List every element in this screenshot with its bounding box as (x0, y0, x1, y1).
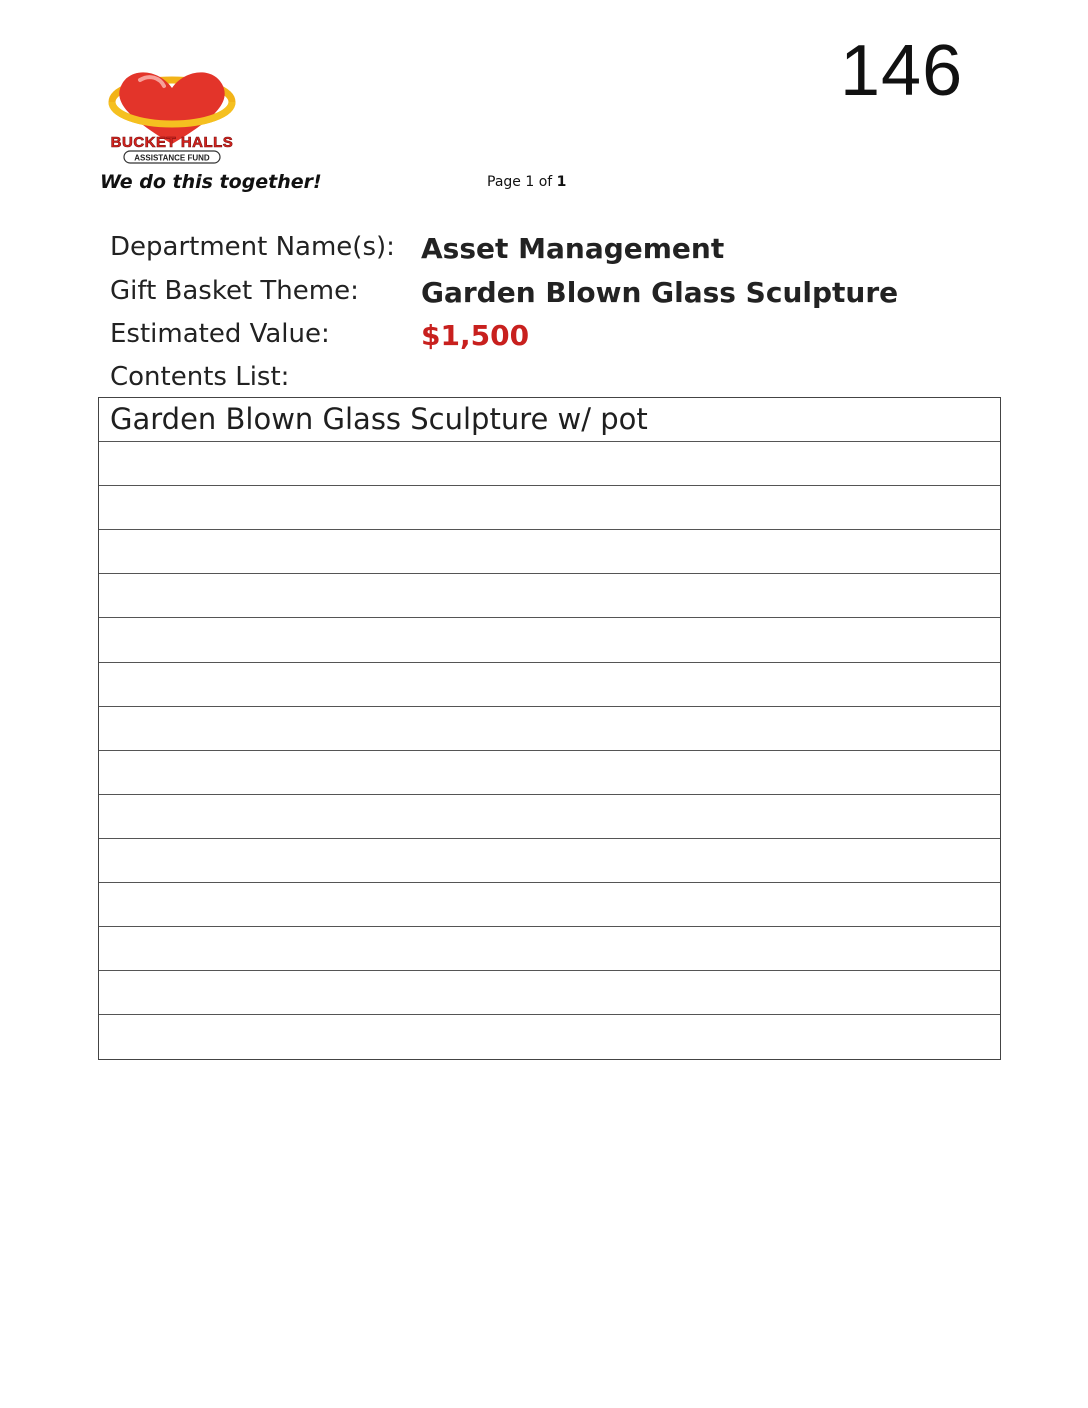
svg-text:ASSISTANCE FUND: ASSISTANCE FUND (134, 153, 210, 163)
contents-row (99, 442, 1000, 486)
contents-row (99, 795, 1000, 839)
contents-row (99, 707, 1000, 751)
contents-row (99, 1015, 1000, 1059)
contents-row (99, 618, 1000, 662)
contents-row (99, 486, 1000, 530)
page-count-prefix: Page 1 of (487, 174, 557, 190)
contents-list-label: Contents List: (110, 362, 290, 392)
department-value: Asset Management (421, 232, 725, 265)
contents-row (99, 883, 1000, 927)
page-number: 146 (840, 31, 964, 111)
contents-list-table (98, 397, 1001, 1060)
page-count (487, 174, 566, 190)
theme-label: Gift Basket Theme: (110, 276, 359, 306)
contents-row: Garden Blown Glass Sculpture w/ pot (99, 398, 1000, 442)
contents-row (99, 663, 1000, 707)
estimated-value-label: Estimated Value: (110, 319, 330, 349)
contents-row (99, 927, 1000, 971)
theme-value: Garden Blown Glass Sculpture (421, 276, 899, 309)
tagline: We do this together! (100, 171, 322, 193)
contents-row (99, 530, 1000, 574)
contents-row (99, 574, 1000, 618)
contents-row (99, 839, 1000, 883)
contents-row (99, 751, 1000, 795)
department-label: Department Name(s): (110, 232, 395, 262)
estimated-value-amount: $1,500 (421, 319, 530, 352)
contents-row (99, 971, 1000, 1015)
page-count-total: 1 (556, 174, 567, 190)
svg-text:BUCKET HALLS: BUCKET HALLS (110, 134, 234, 151)
organization-logo (100, 64, 245, 168)
